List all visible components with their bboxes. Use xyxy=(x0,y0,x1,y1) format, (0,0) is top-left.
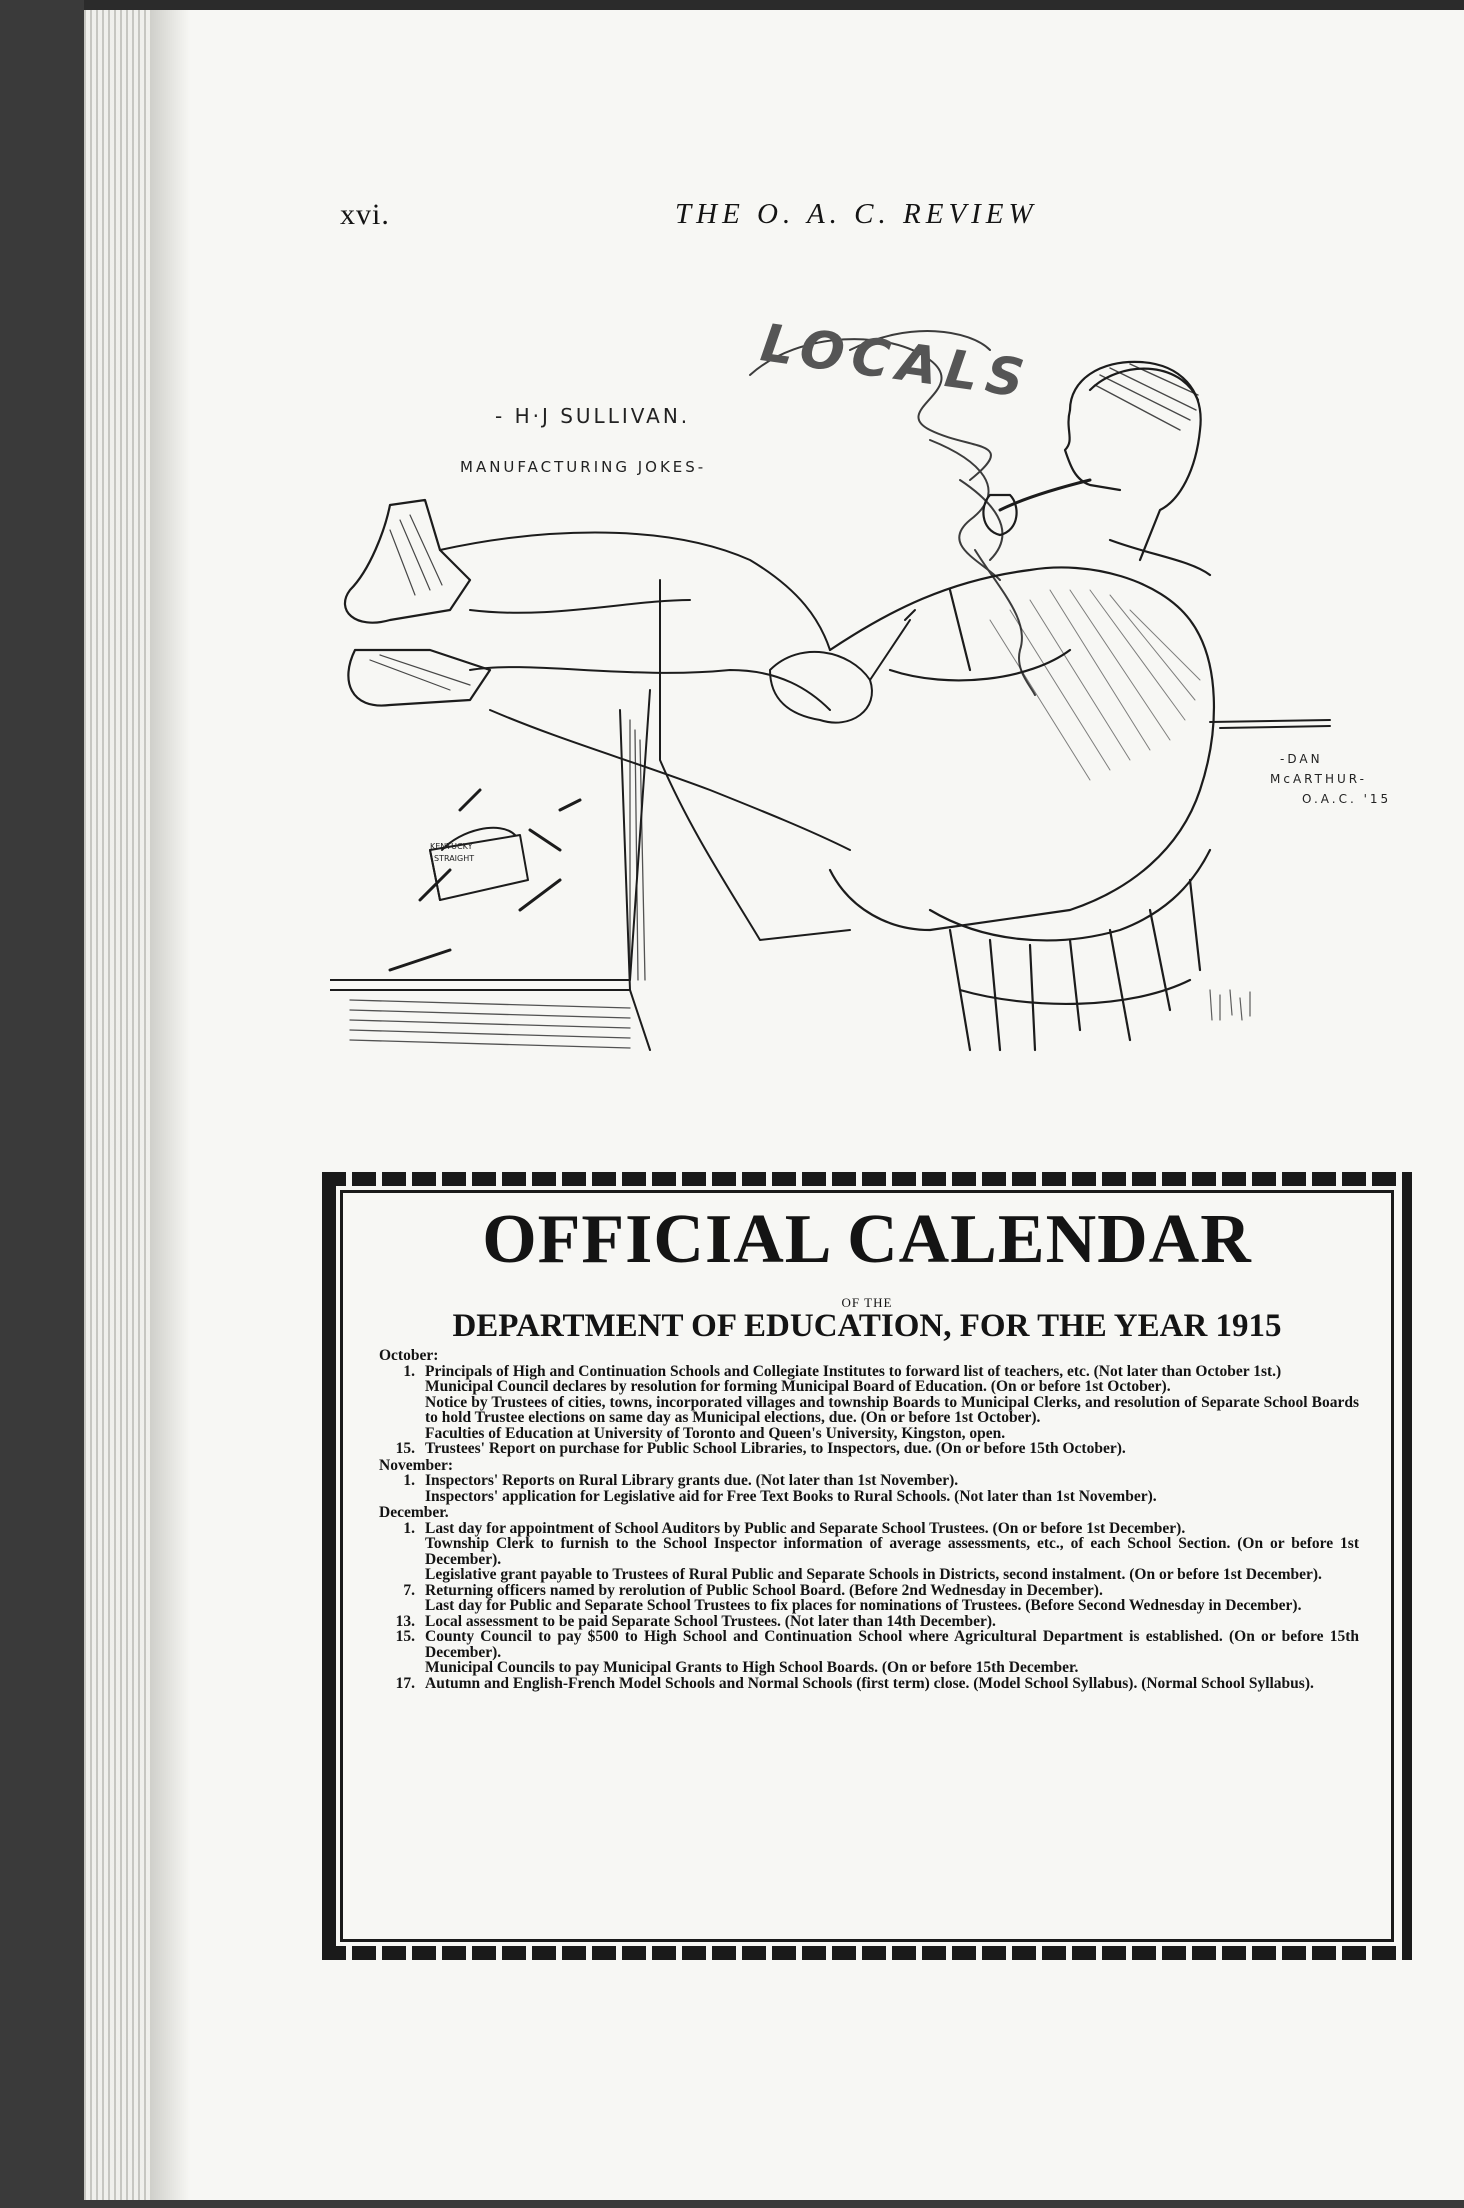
calendar-entry-day xyxy=(379,1379,425,1395)
calendar-entry-day xyxy=(379,1598,425,1614)
calendar-entry-day xyxy=(379,1489,425,1505)
calendar-entry-text: Principals of High and Continuation Schools and Collegiate Institutes to forward list of teachers, etc. (Not later than October 1st.) xyxy=(425,1362,1282,1380)
calendar-entry xyxy=(379,1379,1359,1395)
journal-title: THE O. A. C. REVIEW xyxy=(675,198,1038,230)
pencils xyxy=(390,790,580,970)
calendar-entry-text: Last day for Public and Separate School Trustees to fix places for nominations of Trustees. (Before Second Wednesday in December). xyxy=(425,1597,1302,1614)
cartoon-caption-name: - H·J SULLIVAN. xyxy=(495,404,691,428)
calendar-entry-text: Local assessment to be paid Separate School Trustees. (Not later than 14th December). xyxy=(425,1612,996,1630)
cartoon-illustration xyxy=(330,290,1410,1090)
floor-strokes xyxy=(1210,990,1250,1020)
calendar-entry-text: Legislative grant payable to Trustees of Rural Public and Separate Schools in Districts, second instalment. (On or before 1st December). xyxy=(425,1566,1322,1583)
calendar-entry xyxy=(379,1364,1359,1380)
calendar-entry-day: 1. xyxy=(403,1519,415,1537)
calendar-entry xyxy=(379,1441,1359,1457)
smoke-lettering: LOCALS xyxy=(757,313,1036,411)
tin-label-line2: STRAIGHT xyxy=(434,854,475,863)
calendar-of-the: OF THE xyxy=(841,1295,893,1310)
calendar-entry-text: Municipal Council declares by resolution for forming Municipal Board of Education. (On or before 1st October). xyxy=(425,1378,1171,1395)
calendar-entry xyxy=(379,1583,1359,1599)
official-calendar-box xyxy=(322,1172,1412,1960)
calendar-entry-day xyxy=(379,1660,425,1676)
artist-signature-line1: -DAN xyxy=(1280,752,1323,766)
gutter-shadow xyxy=(150,10,190,2200)
calendar-entry-day: 1. xyxy=(403,1472,415,1489)
calendar-inner-frame xyxy=(340,1190,1394,1942)
tin-label-line1: KENTUCKY xyxy=(430,842,473,851)
calendar-month-heading: December. xyxy=(379,1504,449,1521)
calendar-entry-day: 13. xyxy=(395,1612,415,1630)
chair xyxy=(930,850,1210,1050)
calendar-entry-text: Autumn and English-French Model Schools and Normal Schools (first term) close. (Model School Syllabus). (Normal School Syllabus). xyxy=(425,1674,1314,1692)
calendar-entry xyxy=(379,1521,1359,1537)
calendar-entry-text: Trustees' Report on purchase for Public School Libraries, to Inspectors, due. (On or before 15th October). xyxy=(425,1440,1126,1457)
calendar-entry-day: 15. xyxy=(395,1440,415,1457)
calendar-entry xyxy=(379,1598,1359,1614)
artist-signature-line2: McARTHUR- xyxy=(1270,772,1367,786)
legs xyxy=(440,533,850,941)
calendar-entry-day xyxy=(379,1536,425,1567)
calendar-subtitle: DEPARTMENT OF EDUCATION, FOR THE YEAR 1915 xyxy=(452,1308,1282,1344)
calendar-entry xyxy=(379,1614,1359,1630)
calendar-entry xyxy=(379,1567,1359,1583)
artist-signature-line3: O.A.C. '15 xyxy=(1302,792,1392,806)
running-head xyxy=(340,198,1100,238)
calendar-month-heading: October: xyxy=(379,1347,439,1364)
calendar-entry-day: 7. xyxy=(403,1581,415,1599)
calendar-entry xyxy=(379,1395,1359,1426)
calendar-entry-day: 17. xyxy=(395,1674,415,1692)
boots xyxy=(345,500,490,706)
calendar-title: OFFICIAL CALENDAR xyxy=(482,1201,1252,1278)
calendar-entry-day xyxy=(379,1426,425,1442)
calendar-entry xyxy=(379,1629,1359,1660)
calendar-entry-day xyxy=(379,1395,425,1426)
calendar-entry-day: 1. xyxy=(403,1362,415,1380)
calendar-entry-day: 15. xyxy=(395,1628,415,1645)
calendar-entry-text: Notice by Trustees of cities, towns, incorporated villages and township Boards to Municipal Clerks, and resolution of Separate School Boards to hold Trustee elections on same day as Municipal elections, due. (On or before 1st October). xyxy=(425,1393,1359,1426)
page-number: xvi. xyxy=(340,198,390,231)
hand-with-pencil xyxy=(770,610,915,723)
desk xyxy=(330,690,650,1050)
calendar-entry-text: Municipal Councils to pay Municipal Grants to High School Boards. (On or before 15th December. xyxy=(425,1659,1079,1676)
calendar-entry-text: Inspectors' application for Legislative aid for Free Text Books to Rural Schools. (Not later than 1st November). xyxy=(425,1487,1157,1505)
calendar-entry-day xyxy=(379,1567,425,1583)
calendar-entry xyxy=(379,1676,1359,1692)
calendar-entry-text: County Council to pay $500 to High School and Continuation School where Agricultural Department is established. (On or before 15th December). xyxy=(425,1628,1359,1661)
calendar-entry xyxy=(379,1660,1359,1676)
calendar-entry xyxy=(379,1473,1359,1489)
calendar-entry-text: Last day for appointment of School Auditors by Public and Separate School Trustees. (On or before 1st December). xyxy=(425,1519,1186,1537)
calendar-entry xyxy=(379,1536,1359,1567)
signature-rule xyxy=(1210,720,1330,728)
jacket xyxy=(830,567,1214,930)
calendar-entry xyxy=(379,1426,1359,1442)
calendar-entry-text: Township Clerk to furnish to the School Inspector information of average assessments, etc., of each School Section. (On or before 1st December). xyxy=(425,1535,1359,1568)
cartoon-caption-subtitle: MANUFACTURING JOKES- xyxy=(460,458,707,476)
tobacco-tin xyxy=(430,828,528,900)
calendar-month-heading: November: xyxy=(379,1456,454,1474)
calendar-body xyxy=(379,1347,1359,1691)
calendar-entry-text: Faculties of Education at University of Toronto and Queen's University, Kingston, open. xyxy=(425,1424,1006,1442)
book-page-edges xyxy=(84,10,154,2200)
calendar-entry xyxy=(379,1489,1359,1505)
cartoon-drawing xyxy=(330,290,1410,1090)
calendar-entry-text: Returning officers named by rerolution of Public School Board. (Before 2nd Wednesday in December). xyxy=(425,1581,1103,1599)
calendar-entry-text: Inspectors' Reports on Rural Library grants due. (Not later than 1st November). xyxy=(425,1472,959,1489)
